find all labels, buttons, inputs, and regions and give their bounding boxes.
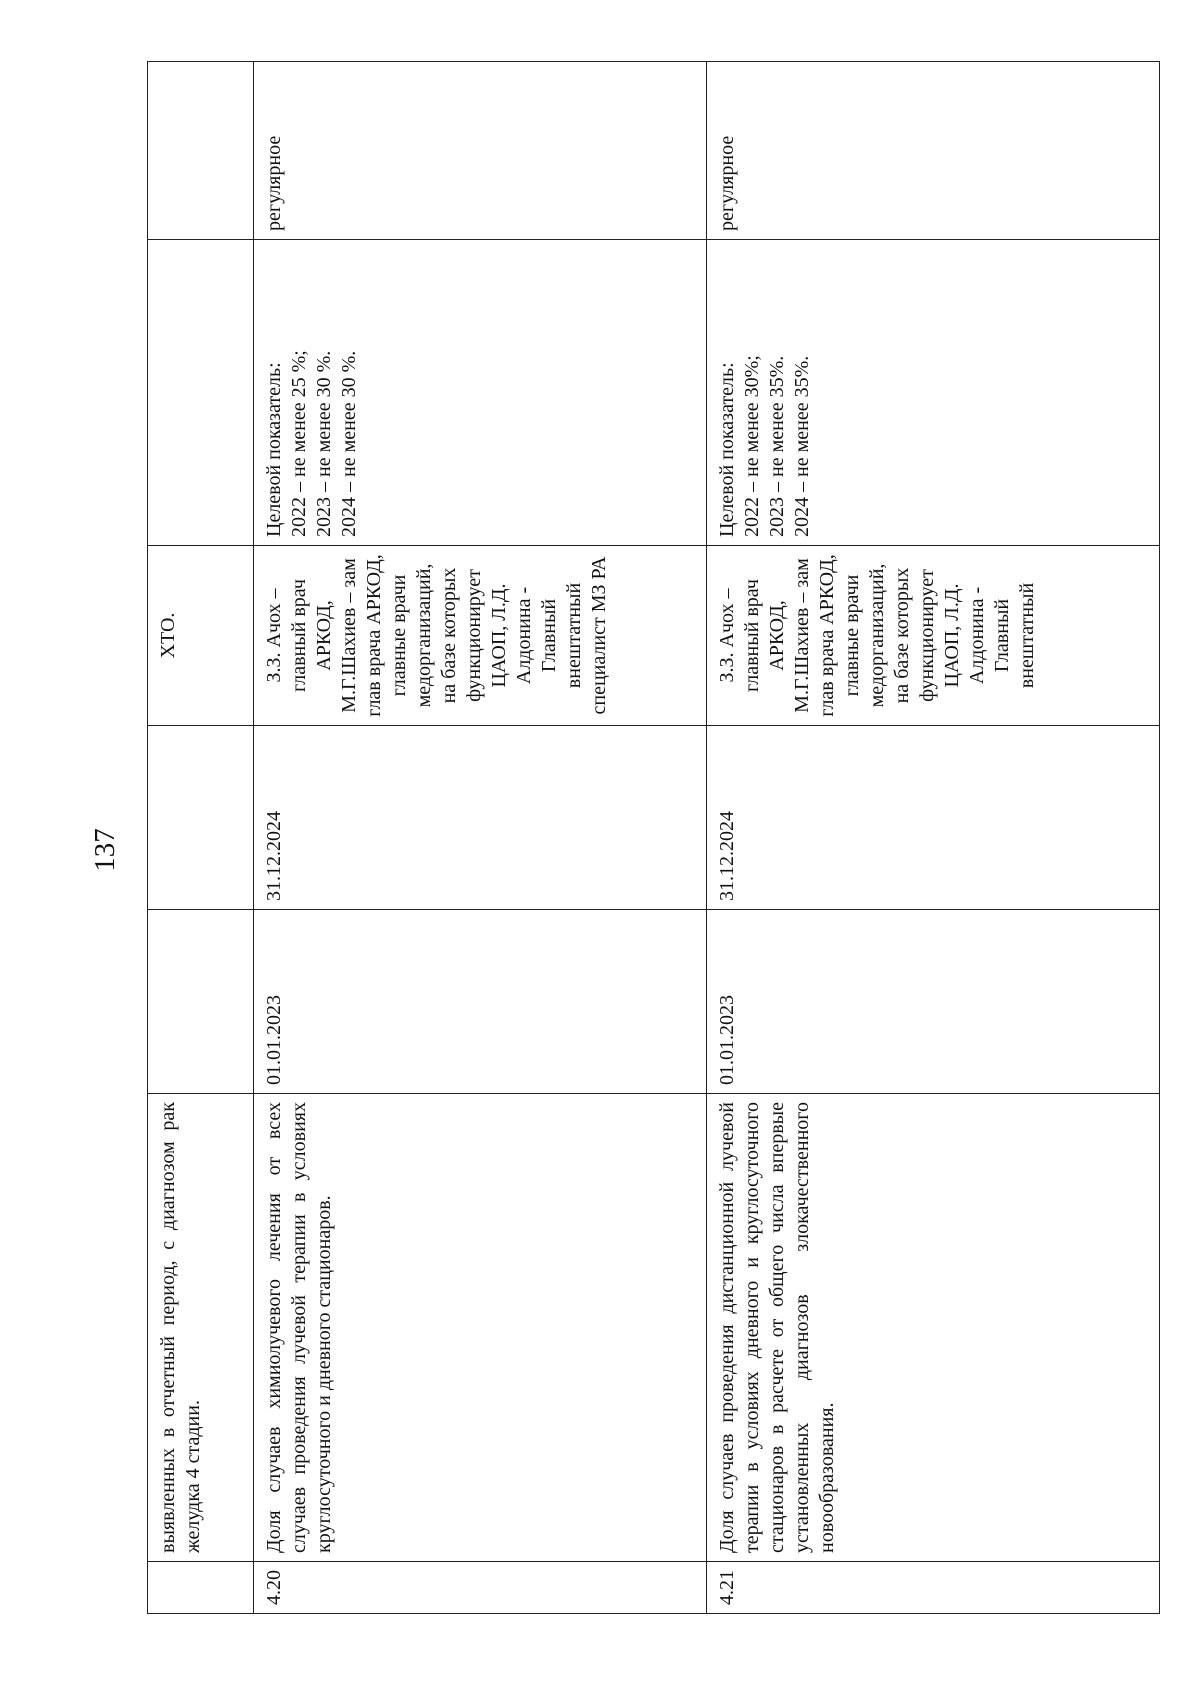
cell-start-date: 01.01.2023 (707, 910, 1160, 1094)
target-line: 2024 – не менее 35%. (791, 355, 813, 537)
action-plan-table (147, 61, 1160, 1614)
cell-frequency: регулярное (707, 62, 1160, 240)
target-line: Целевой показатель: (263, 362, 285, 537)
cell-num-empty (148, 1562, 254, 1614)
cell-indicator: выявленных в отчетный период, с диагнозом рак желудка 4 стадии. (148, 1094, 254, 1562)
cell-start-date: 01.01.2023 (254, 910, 707, 1094)
cell-target (707, 240, 1160, 546)
cell-target-empty (148, 240, 254, 546)
cell-end-empty (148, 726, 254, 910)
cell-target (254, 240, 707, 546)
table-row-continuation (148, 62, 254, 1614)
table-row (254, 62, 707, 1614)
cell-frequency-empty (148, 62, 254, 240)
target-line: 2024 – не менее 30 %. (338, 350, 360, 537)
cell-end-date: 31.12.2024 (707, 726, 1160, 910)
target-line: Целевой показатель: (716, 362, 738, 537)
page-number: 137 (89, 828, 121, 872)
target-line: 2023 – не менее 30 %. (313, 350, 335, 537)
cell-responsible: З.З. Ачох – главный врач АРКОД, М.Г.Шахиев – зам глав врача АРКОД, главные врачи медорганизаций, на базе которых функционирует ЦАОП, Л.Д. Алдонина - Главный внештатный специалист МЗ РА (254, 546, 707, 726)
cell-num: 4.20 (254, 1562, 707, 1614)
cell-start-empty (148, 910, 254, 1094)
table-row (707, 62, 1160, 1614)
target-line: 2022 – не менее 25 %; (288, 350, 310, 537)
cell-responsible: ХТО. (148, 546, 254, 726)
target-line: 2023 – не менее 35%. (766, 355, 788, 537)
cell-indicator: Доля случаев проведения дистанционной лучевой терапии в условиях дневного и круглосуточного стационаров в расчете от общего числа впервые установленных диагнозов злокачественного новообразования. (707, 1094, 1160, 1562)
cell-responsible: З.З. Ачох – главный врач АРКОД, М.Г.Шахиев – зам глав врача АРКОД, главные врачи медорганизаций, на базе которых функционирует ЦАОП, Л.Д. Алдонина - Главный внештатный (707, 546, 1160, 726)
rotated-table-wrapper (147, 62, 1127, 1614)
cell-frequency: регулярное (254, 62, 707, 240)
cell-end-date: 31.12.2024 (254, 726, 707, 910)
cell-num: 4.21 (707, 1562, 1160, 1614)
cell-indicator: Доля случаев химиолучевого лечения от всех случаев проведения лучевой терапии в условиях круглосуточного и дневного стационаров. (254, 1094, 707, 1562)
target-line: 2022 – не менее 30%; (741, 355, 763, 537)
